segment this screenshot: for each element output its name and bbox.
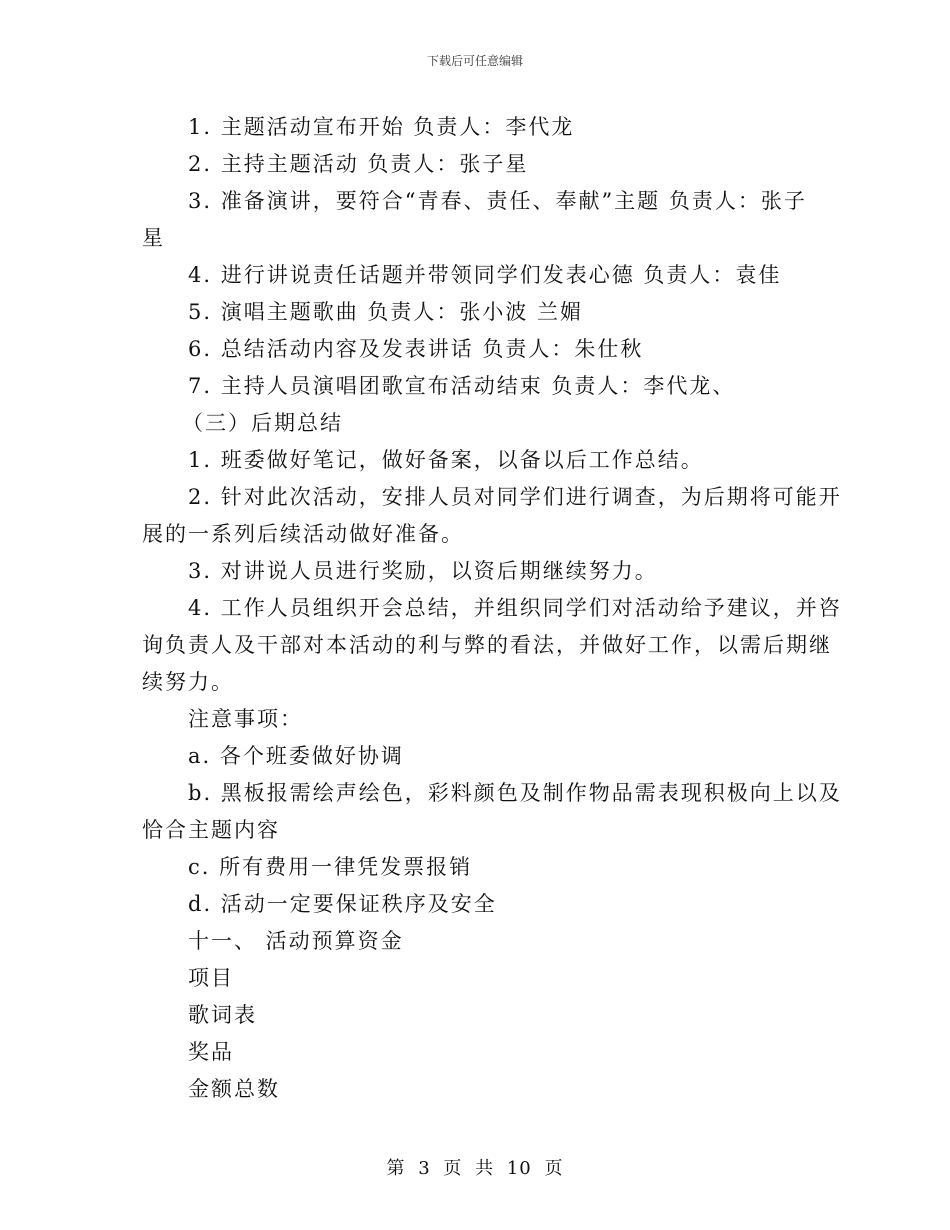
note-item-c: c. 所有费用一律凭发票报销: [188, 855, 473, 879]
budget-item-project: 项目: [188, 966, 234, 990]
summary-item-4: 4. 工作人员组织开会总结，并组织同学们对活动给予建议，并咨: [188, 596, 842, 620]
summary-item-2: 2. 针对此次活动，安排人员对同学们进行调查，为后期将可能开: [188, 485, 842, 509]
note-item-b: b. 黑板报需绘声绘色，彩料颜色及制作物品需表现积极向上以及: [188, 781, 842, 805]
agenda-item-1: 1. 主题活动宣布开始 负责人：李代龙: [188, 115, 575, 139]
notes-heading: 注意事项：: [188, 707, 303, 731]
note-item-a: a. 各个班委做好协调: [188, 744, 404, 768]
summary-item-3: 3. 对讲说人员进行奖励，以资后期继续努力。: [188, 559, 658, 583]
agenda-item-4: 4. 进行讲说责任话题并带领同学们发表心德 负责人：袁佳: [188, 263, 782, 287]
page-footer: 第 3 页 共 10 页: [386, 1158, 564, 1179]
budget-heading: 十一、 活动预算资金: [188, 929, 404, 953]
agenda-item-6: 6. 总结活动内容及发表讲话 负责人：朱仕秋: [188, 337, 644, 361]
note-item-b-continued: 恰合主题内容: [142, 818, 280, 842]
agenda-item-3-continued: 星: [142, 226, 165, 250]
agenda-item-5: 5. 演唱主题歌曲 负责人：张小波 兰媚: [188, 300, 584, 324]
budget-item-total: 金额总数: [188, 1077, 280, 1101]
summary-item-4-continued-2: 续努力。: [142, 670, 234, 694]
agenda-item-2: 2. 主持主题活动 负责人：张子星: [188, 152, 529, 176]
page-header: 下载后可任意编辑: [426, 54, 523, 68]
document-body: [142, 109, 842, 1108]
summary-item-1: 1. 班委做好笔记，做好备案，以备以后工作总结。: [188, 448, 704, 472]
agenda-item-3: 3. 准备演讲，要符合“青春、责任、奉献”主题 负责人：张子: [188, 189, 807, 213]
budget-item-prizes: 奖品: [188, 1040, 234, 1064]
agenda-item-7: 7. 主持人员演唱团歌宣布活动结束 负责人：李代龙、: [188, 374, 736, 398]
summary-item-2-continued: 展的一系列后续活动做好准备。: [142, 522, 464, 546]
summary-item-4-continued-1: 询负责人及干部对本活动的利与弊的看法，并做好工作，以需后期继: [142, 633, 832, 657]
budget-item-lyrics: 歌词表: [188, 1003, 257, 1027]
note-item-d: d. 活动一定要保证秩序及安全: [188, 892, 497, 916]
section-heading-summary: （三）后期总结: [182, 411, 343, 435]
